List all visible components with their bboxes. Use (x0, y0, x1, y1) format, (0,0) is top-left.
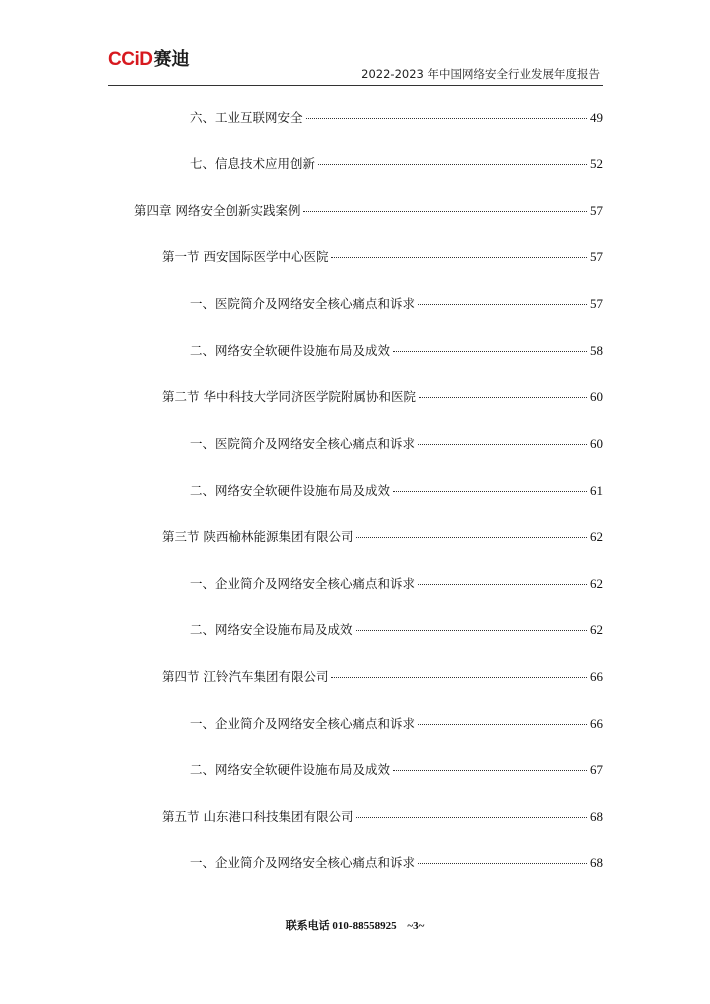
toc-entry[interactable] (162, 387, 603, 407)
toc-leader-dots (356, 817, 587, 818)
toc-entry-label: 一、医院简介及网络安全核心痛点和诉求 (190, 296, 416, 311)
toc-entry[interactable] (190, 853, 603, 873)
toc-entry-label: 七、信息技术应用创新 (190, 156, 316, 171)
toc-entry-page: 49 (590, 110, 603, 125)
toc-entry[interactable] (190, 481, 603, 501)
page-header (0, 0, 710, 90)
toc-entry[interactable] (190, 294, 603, 314)
toc-entry-page: 58 (590, 343, 603, 358)
toc-entry-page: 66 (590, 669, 603, 684)
toc-entry[interactable] (190, 574, 603, 594)
toc-entry-label: 二、网络安全软硬件设施布局及成效 (190, 483, 391, 498)
toc-entry[interactable] (190, 714, 603, 734)
toc-leader-dots (318, 164, 587, 165)
toc-entry-label: 第四章 网络安全创新实践案例 (134, 203, 301, 218)
toc-entry[interactable] (162, 667, 603, 687)
toc-entry-page: 61 (590, 483, 603, 498)
contact-phone: 联系电话 010-88558925 (285, 920, 397, 932)
toc-leader-dots (356, 537, 587, 538)
toc-entry-label: 一、医院简介及网络安全核心痛点和诉求 (190, 436, 416, 451)
toc-leader-dots (306, 118, 587, 119)
toc-entry[interactable] (190, 620, 603, 640)
toc-entry[interactable] (134, 201, 603, 221)
toc-entry-page: 62 (590, 529, 603, 544)
toc-leader-dots (356, 630, 587, 631)
toc-leader-dots (418, 863, 587, 864)
toc-leader-dots (331, 677, 587, 678)
toc-entry[interactable] (190, 434, 603, 454)
toc-entry-page: 57 (590, 249, 603, 264)
ccid-logo (108, 50, 189, 69)
toc-entry-label: 六、工业互联网安全 (190, 110, 303, 125)
logo-chinese-text: 赛迪 (153, 49, 190, 70)
toc-entry-page: 66 (590, 716, 603, 731)
toc-entry-label: 二、网络安全设施布局及成效 (190, 622, 353, 637)
toc-entry-page: 68 (590, 855, 603, 870)
toc-entry-page: 60 (590, 389, 603, 404)
toc-entry-page: 62 (590, 622, 603, 637)
toc-leader-dots (418, 584, 587, 585)
toc-entry-label: 第二节 华中科技大学同济医学院附属协和医院 (162, 389, 416, 404)
toc-entry-label: 一、企业简介及网络安全核心痛点和诉求 (190, 855, 416, 870)
toc-entry-label: 一、企业简介及网络安全核心痛点和诉求 (190, 576, 416, 591)
toc-entry[interactable] (190, 341, 603, 361)
toc-leader-dots (393, 351, 587, 352)
toc-leader-dots (393, 770, 587, 771)
toc-entry-page: 62 (590, 576, 603, 591)
toc-entry-label: 二、网络安全软硬件设施布局及成效 (190, 762, 391, 777)
toc-entry[interactable] (162, 247, 603, 267)
toc-entry-page: 52 (590, 156, 603, 171)
toc-entry-page: 68 (590, 809, 603, 824)
toc-entry-label: 第五节 山东港口科技集团有限公司 (162, 809, 354, 824)
toc-leader-dots (419, 397, 587, 398)
toc-entry[interactable] (190, 154, 603, 174)
page-number: ~3~ (407, 920, 425, 932)
toc-entry[interactable] (190, 108, 603, 128)
toc-entry[interactable] (190, 760, 603, 780)
document-title: 2022-2023 年中国网络安全行业发展年度报告 (361, 67, 600, 81)
toc-entry-label: 第一节 西安国际医学中心医院 (162, 249, 329, 264)
header-divider (108, 85, 603, 86)
page-footer (0, 917, 710, 933)
toc-leader-dots (331, 257, 587, 258)
toc-entry-page: 67 (590, 762, 603, 777)
toc-leader-dots (418, 444, 587, 445)
toc-entry-label: 第三节 陕西榆林能源集团有限公司 (162, 529, 354, 544)
toc-entry[interactable] (162, 527, 603, 547)
toc-entry-page: 57 (590, 296, 603, 311)
toc-leader-dots (418, 724, 587, 725)
toc-leader-dots (418, 304, 587, 305)
toc-entry[interactable] (162, 807, 603, 827)
toc-entry-label: 二、网络安全软硬件设施布局及成效 (190, 343, 391, 358)
toc-entry-page: 57 (590, 203, 603, 218)
toc-leader-dots (393, 491, 587, 492)
toc-entry-label: 第四节 江铃汽车集团有限公司 (162, 669, 329, 684)
logo-ccid-text: CCiD (108, 49, 153, 70)
toc-leader-dots (303, 211, 587, 212)
toc-entry-label: 一、企业简介及网络安全核心痛点和诉求 (190, 716, 416, 731)
toc-entry-page: 60 (590, 436, 603, 451)
